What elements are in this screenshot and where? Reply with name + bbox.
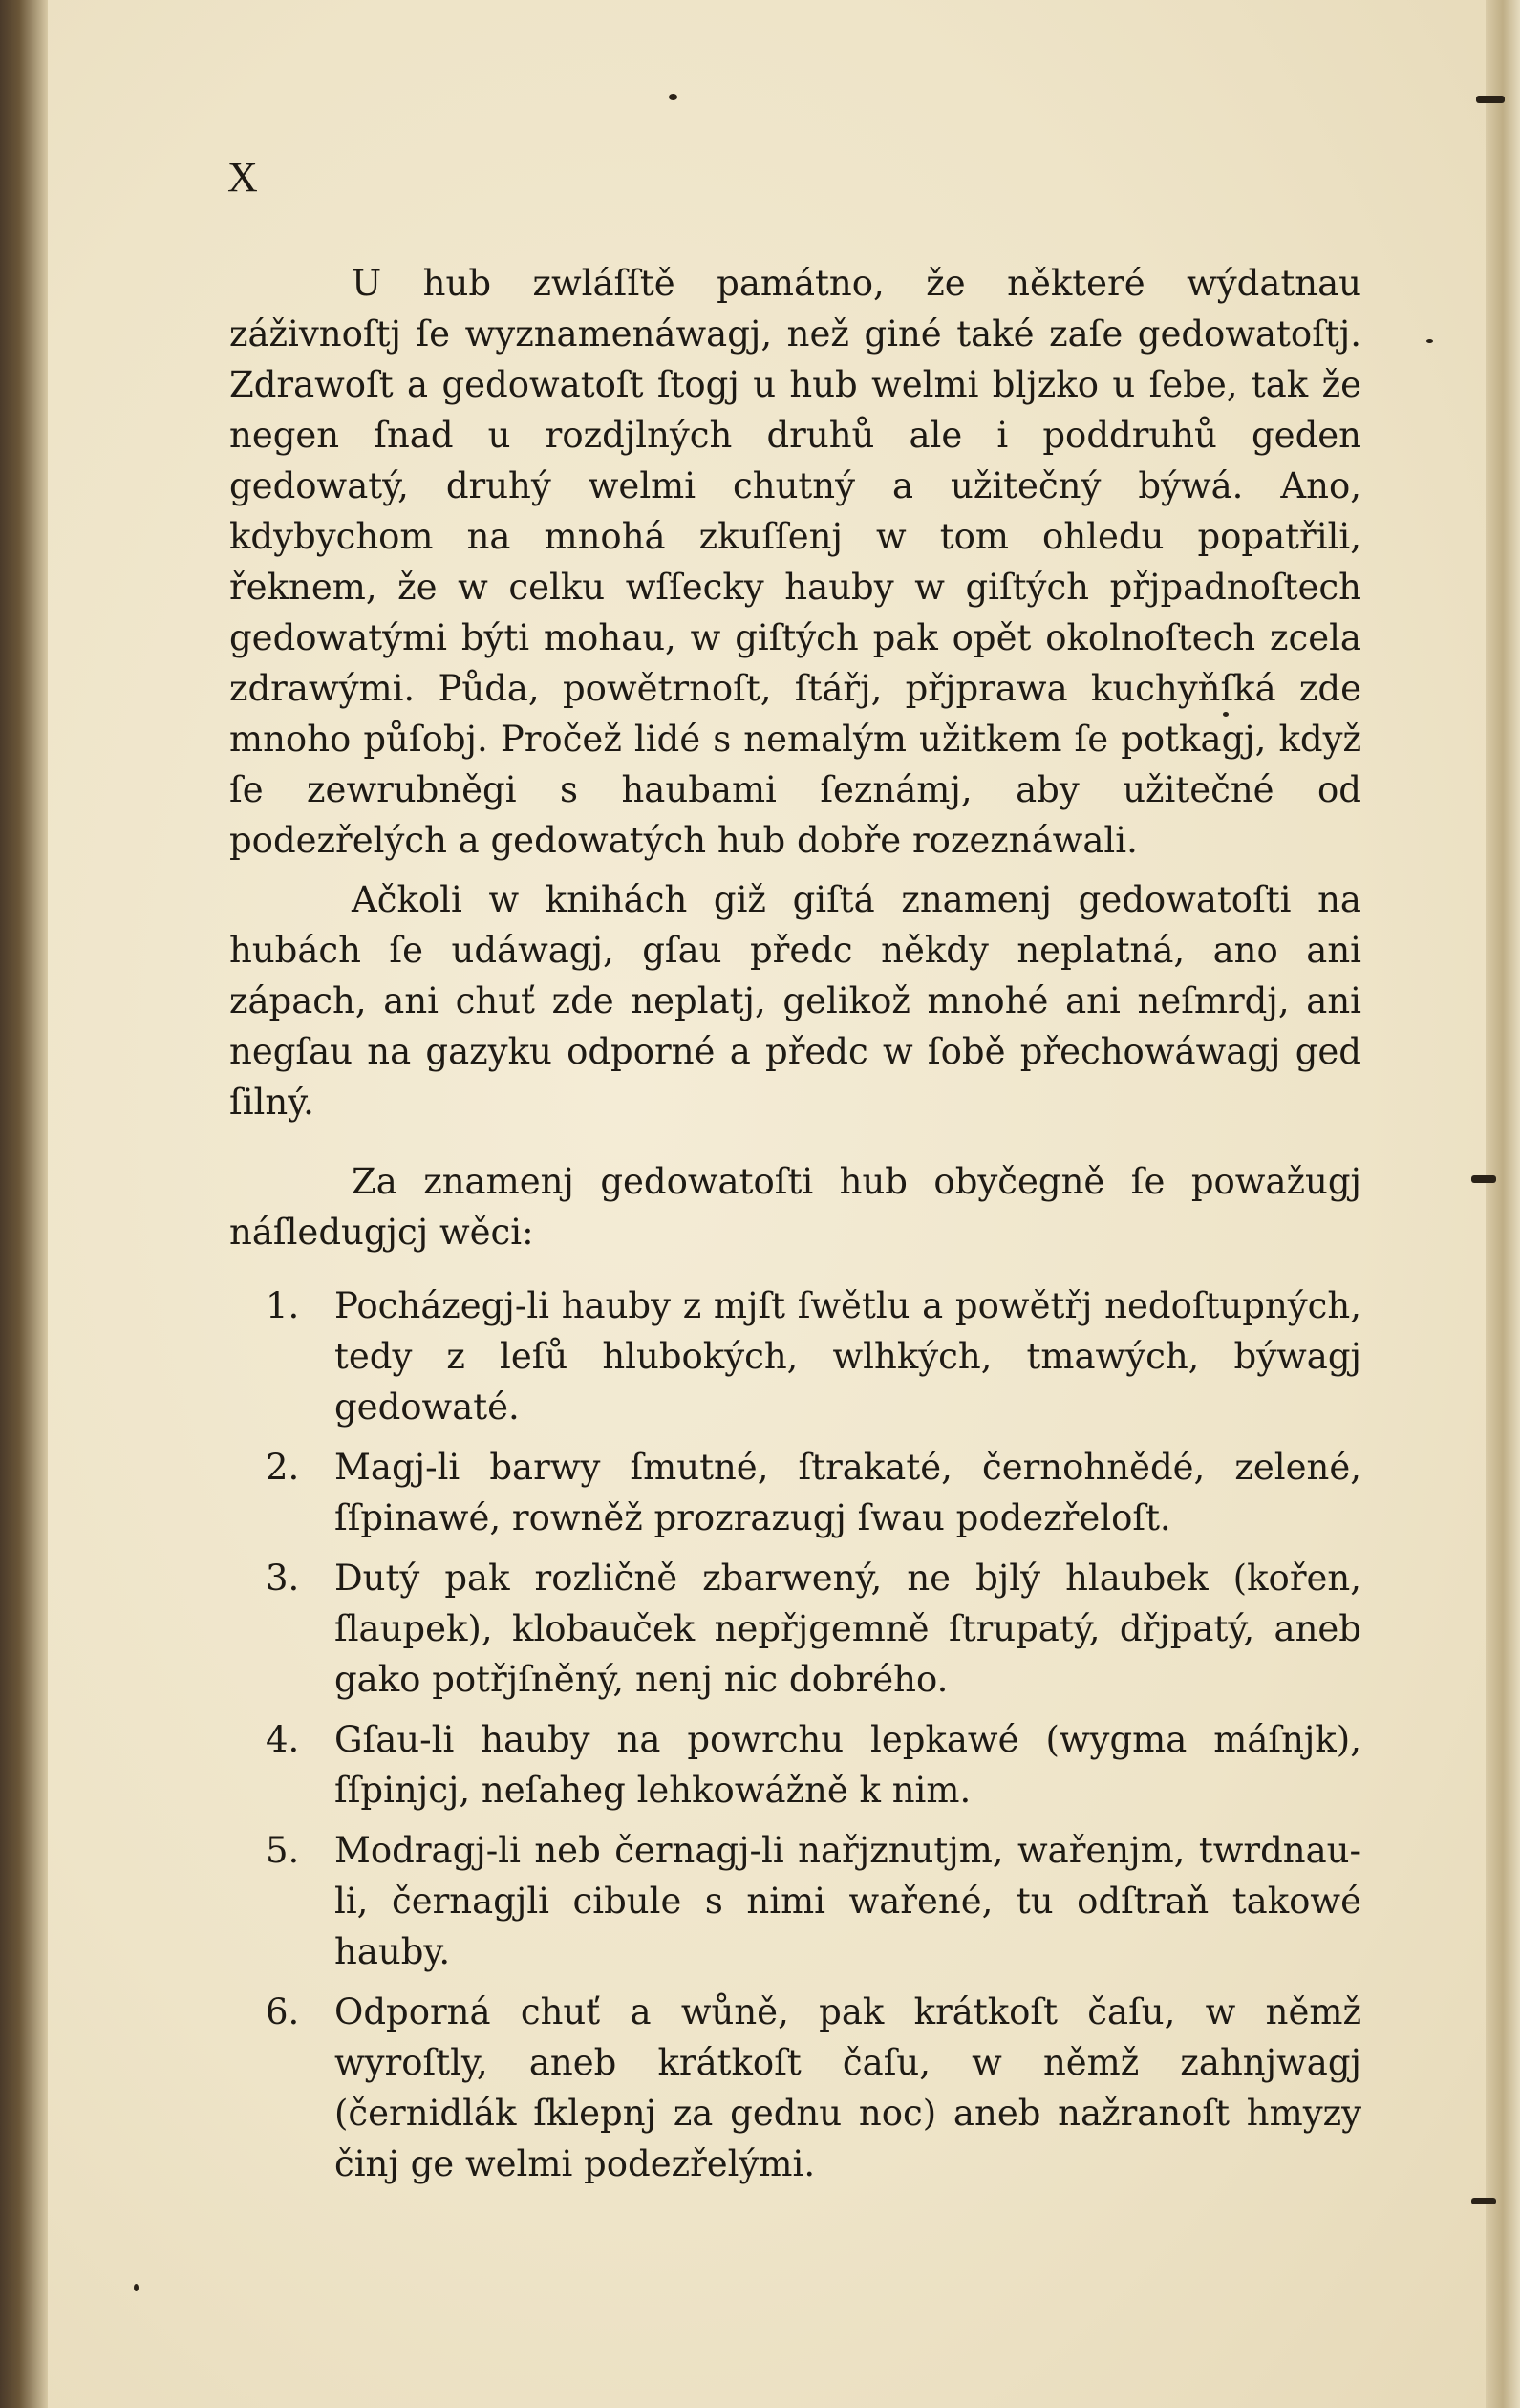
print-speck [1426, 339, 1433, 343]
numbered-list [229, 1280, 1361, 2199]
list-item [229, 1442, 1361, 1543]
list-number: 1. [266, 1285, 300, 1326]
print-speck [669, 94, 677, 100]
paragraph-3: Za znamenj gedowatoſti hub obyčegně ſe powažugj náſledugjcj wěci: [229, 1161, 1361, 1253]
list-text: Odporná chuť a wůně, pak krátkoſt čaſu, w němž wyroſtly, aneb krátkoſt čaſu, w němž zahnjwagj (černidlák ſklepnj za gednu noc) aneb nažranoſt hmyzy činj ge welmi podezřelými. [334, 1991, 1361, 2184]
list-item [229, 1280, 1361, 1432]
list-number: 6. [266, 1991, 300, 2032]
print-speck [134, 2284, 139, 2291]
scan-binding-edge [0, 0, 48, 2408]
list-item [229, 1987, 1361, 2189]
print-speck [1471, 1175, 1496, 1183]
page-number: X [227, 154, 259, 201]
list-text: Gſau-li hauby na powrchu lepkawé (wygma máſnjk), ſſpinjcj, neſaheg lehkowážně k nim. [334, 1719, 1361, 1811]
paragraph-1: U hub zwláſſtě památno, že některé wýdatnau záživnoſtj ſe wyznamenáwagj, než giné také zaſe gedowatoſtj. Zdrawoſt a gedowatoſt ſtogj u hub welmi bljzko u ſebe, tak že negen ſnad u rozdjlných druhů ale i poddruhů geden gedowatý, druhý welmi chutný a užitečný býwá. Ano, kdybychom na mnohá zkuſſenj w tom ohledu popatřili, řeknem, že w celku wſſecky hauby w giſtých přjpadnoſtech gedowatými býti mohau, w giſtých pak opět okolnoſtech zcela zdrawými. Půda, powětrnoſt, ſtářj, přjprawa kuchyňſká zde mnoho půſobj. Pročež lidé s nemalým užitkem ſe potkagj, když ſe zewrubněgi s haubami ſeznámj, aby užitečné od podezřelých a gedowatých hub dobře rozeznáwali. [229, 263, 1361, 861]
list-number: 3. [266, 1558, 300, 1599]
list-item [229, 1825, 1361, 1977]
list-text: Magj-li barwy ſmutné, ſtrakaté, černohnědé, zelené, ſſpinawé, rowněž prozrazugj ſwau podezřeloſt. [334, 1447, 1361, 1538]
list-text: Pocházegj-li hauby z mjſt ſwětlu a powětřj nedoſtupných, tedy z leſů hlubokých, wlhkých, tmawých, býwagj gedowaté. [334, 1285, 1361, 1428]
list-item [229, 1553, 1361, 1705]
list-item [229, 1714, 1361, 1816]
list-text: Dutý pak rozličně zbarwený, ne bjlý hlaubek (kořen, ſlaupek), klobauček nepřjgemně ſtrupatý, dřjpatý, aneb gako potřjſněný, nenj nic dobrého. [334, 1558, 1361, 1700]
print-speck [1471, 2198, 1496, 2204]
paragraph-2: Ačkoli w knihách giž giſtá znamenj gedowatoſti na hubách ſe udáwagj, gſau předc někdy neplatná, ano ani zápach, ani chuť zde neplatj, gelikož mnohé ani neſmrdj, ani negſau na gazyku odporné a předc w ſobě přechowáwagj ged ſilný. [229, 879, 1361, 1123]
print-speck [1476, 96, 1505, 103]
list-number: 4. [266, 1719, 300, 1760]
list-number: 5. [266, 1830, 300, 1871]
list-text: Modragj-li neb černagj-li nařjznutjm, wařenjm, twrdnau-li, černagjli cibule s nimi wařené, tu odſtraň takowé hauby. [334, 1830, 1361, 1972]
list-number: 2. [266, 1447, 300, 1488]
page-right-edge [1486, 0, 1520, 2408]
